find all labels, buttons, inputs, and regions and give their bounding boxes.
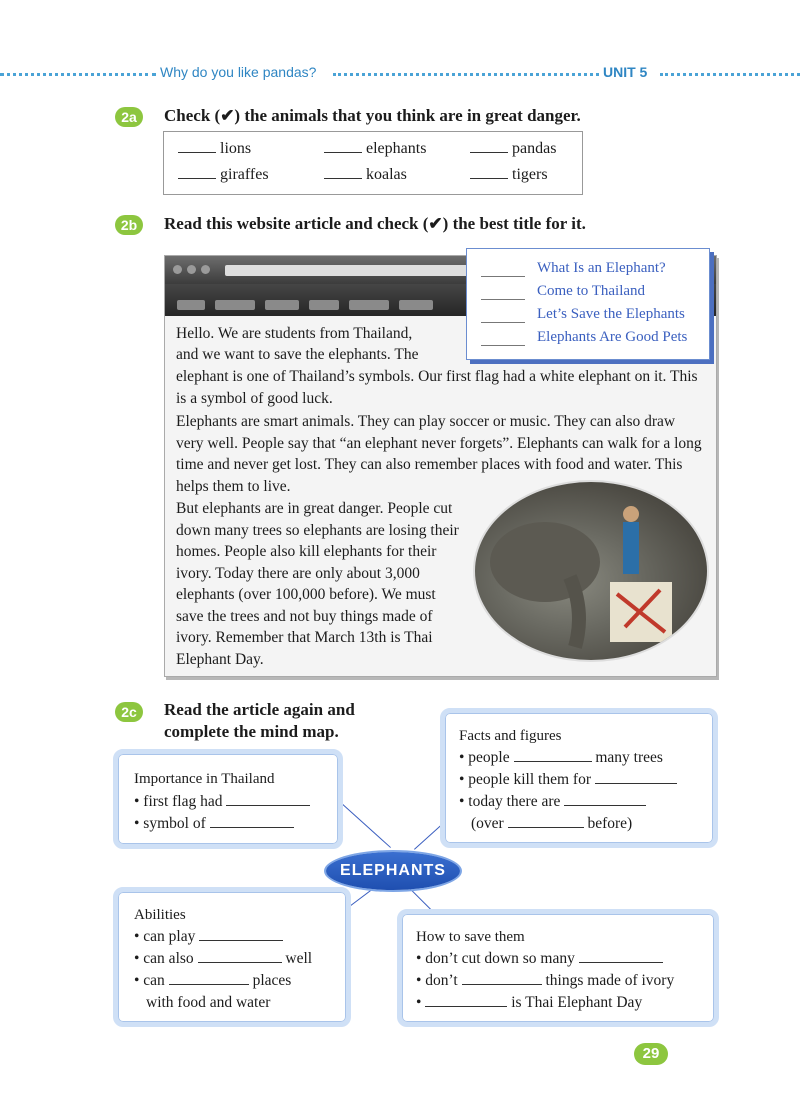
animal-item[interactable]: giraffes	[178, 166, 269, 184]
mindmap-item: • can also well	[134, 950, 313, 967]
mindmap-item: (over before)	[471, 815, 633, 832]
mindmap-importance-box	[113, 749, 343, 849]
mindmap-item: • symbol of	[134, 813, 294, 835]
mindmap-item: • is Thai Elephant Day	[416, 994, 643, 1011]
article-paragraph: But elephants are in great danger. People cut down many trees so elephants are losing their homes. People also kill elephants for their ivory. Today there are only about 3,000 elephants (over 100,000 before). We must save the trees and not buy things made of ivory. Remember that March 13th is Thai Elephant Day.	[176, 500, 459, 668]
mindmap-abilities-box	[113, 887, 351, 1027]
mindmap-box-title: Facts and figures	[459, 728, 562, 744]
badge-2b: 2b	[115, 215, 143, 235]
window-button-icon[interactable]	[173, 265, 182, 274]
nav-tab[interactable]	[399, 300, 433, 310]
mindmap-item: • don’t things made of ivory	[416, 972, 675, 989]
header-title: Why do you like pandas?	[160, 64, 317, 80]
header-dots-right	[660, 73, 800, 76]
article-intro-line: Hello. We are students from Thailand,	[176, 325, 413, 342]
mindmap-item: • can play	[134, 926, 283, 948]
mindmap-item: • today there are	[459, 791, 646, 813]
instruction-2c-line: Read the article again and	[164, 700, 355, 719]
nav-tab[interactable]	[215, 300, 255, 310]
elephant-painting-photo	[473, 480, 709, 662]
badge-2c: 2c	[115, 702, 143, 722]
header-unit: UNIT 5	[603, 64, 648, 80]
title-option[interactable]: Let’s Save the Elephants	[537, 306, 685, 322]
mindmap-item: with food and water	[146, 994, 271, 1011]
nav-tab[interactable]	[349, 300, 389, 310]
animal-checklist	[163, 131, 583, 195]
article-intro-line: and we want to save the elephants. The	[176, 346, 419, 363]
mindmap-item: • people kill them for	[459, 769, 677, 791]
mindmap-item: • first flag had	[134, 791, 310, 813]
instruction-2a: Check (✔) the animals that you think are in great danger.	[164, 106, 581, 125]
title-option[interactable]: Elephants Are Good Pets	[537, 329, 688, 345]
header-dots-left	[0, 73, 156, 76]
mindmap-facts-box	[440, 708, 718, 848]
nav-tab[interactable]	[309, 300, 339, 310]
article-paragraph: Elephants are smart animals. They can play soccer or music. They can also draw very well. People say that “an elephant never forgets”. Elephants can walk for a long time and never get lost. They can also remember places with food and water. This helps them to live.	[176, 413, 702, 495]
answer-blank[interactable]	[481, 276, 525, 277]
window-button-icon[interactable]	[201, 265, 210, 274]
mindmap-box-title: Abilities	[134, 907, 186, 923]
badge-2a: 2a	[115, 107, 143, 127]
mindmap-save-box	[397, 909, 719, 1027]
answer-blank[interactable]	[481, 345, 525, 346]
mindmap-box-title: Importance in Thailand	[134, 771, 275, 787]
mindmap-item: • don’t cut down so many	[416, 948, 663, 970]
animal-item[interactable]: lions	[178, 140, 251, 158]
mindmap-box-title: How to save them	[416, 929, 525, 945]
title-option[interactable]: Come to Thailand	[537, 283, 646, 299]
instruction-2b: Read this website article and check (✔) the best title for it.	[164, 214, 586, 233]
header-dots-middle	[333, 73, 599, 76]
mindmap-item: • people many trees	[459, 749, 663, 766]
answer-blank[interactable]	[481, 322, 525, 323]
animal-item[interactable]: elephants	[324, 140, 426, 158]
nav-tab[interactable]	[177, 300, 205, 310]
animal-item[interactable]: pandas	[470, 140, 556, 158]
answer-blank[interactable]	[481, 299, 525, 300]
article-paragraph: elephant is one of Thailand’s symbols. Our first flag had a white elephant on it. This is a symbol of good luck.	[176, 368, 698, 407]
nav-tab[interactable]	[265, 300, 299, 310]
window-button-icon[interactable]	[187, 265, 196, 274]
title-option[interactable]: What Is an Elephant?	[537, 260, 666, 276]
page-number: 29	[634, 1043, 668, 1065]
instruction-2c-line: complete the mind map.	[164, 722, 339, 741]
mindmap-center: ELEPHANTS	[326, 852, 460, 890]
animal-item[interactable]: tigers	[470, 166, 548, 184]
animal-item[interactable]: koalas	[324, 166, 407, 184]
mindmap-item: • can places	[134, 972, 292, 989]
title-options-box	[466, 248, 710, 360]
